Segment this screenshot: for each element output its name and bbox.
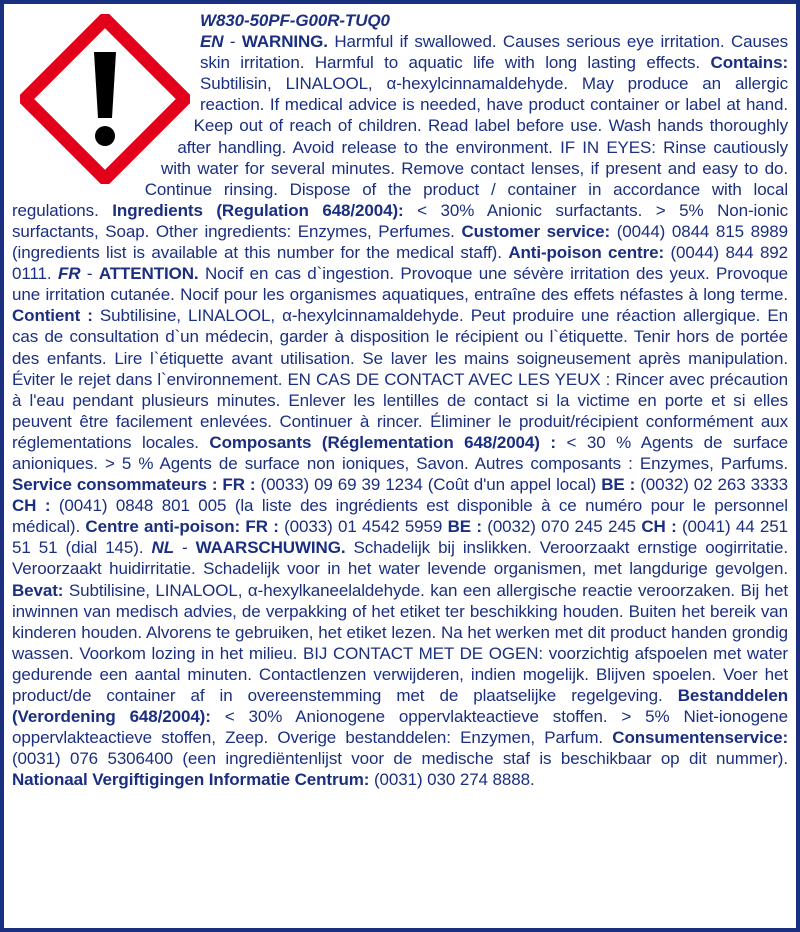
customer-service-label-fr: Service consommateurs : FR : (12, 475, 256, 495)
contains-text-nl: Subtilisine, LINALOOL, α-hexylkaneelaldehyde. kan een allergische reactie veroorzaken. Bij het inwinnen van medisch advies, de verpakking of het etiket ter beschikking houden. Buiten het bereik van kinderen houden. Alvorens te gebruiken, het etiket lezen. Na het werken met dit product handen grondig wassen. Voorkom lozing in het milieu. BIJ CONTACT MET DE OGEN: voorzichtig afspoelen met water gedurende een aantal minuten. Contactlenzen verwijderen, indien mogelijk. Blijven spoelen. Voer het product/de container af in overeenstemming met de plaatselijke regelgeving. (12, 580, 789, 705)
customer-service-fr-text: (0033) 09 69 39 1234 (Coût d'un appel local) (260, 475, 597, 495)
hazard-text-fr: Nocif en cas d`ingestion. Provoque une sévère irritation des yeux. Provoque une irritation cutanée. Nocif pour les organismes aquatiques, entraîne des effets néfastes à long terme. (12, 264, 789, 305)
contains-text-fr: Subtilisine, LINALOOL, α-hexylcinnamaldehyde. Peut produire une réaction allergique. En cas de consultation d`un médecin, garder à disposition le récipient ou l`étiquette. Tenir hors de portée des enfants. Lire l`étiquette avant utilisation. Se laver les mains soigneusement après manipulation. Éviter le rejet dans l`environnement. EN CAS DE CONTACT AVEC LES YEUX : Rincer avec précaution à l'eau pendant plusieurs minutes. Enlever les lentilles de contact si la victime en porte et si elles peuvent être facilement enlevées. Continuer à rincer. Éliminer le produit/récipient conformément aux réglementations locales. (12, 306, 789, 452)
contains-label-fr: Contient : (12, 306, 93, 326)
anti-poison-label-en: Anti-poison centre: (508, 243, 665, 263)
warning-label-nl: WAARSCHUWING. (195, 538, 346, 558)
lang-code-en: EN (200, 32, 224, 52)
anti-poison-be-text: (0032) 070 245 245 (487, 517, 637, 537)
ingredients-text-nl: < 30% Anionogene oppervlakteactieve stoffen. > 5% Niet-ionogene oppervlakteactieve stoffen, Zeep. Overige bestanddelen: Enzymen, Parfum. (12, 707, 788, 748)
anti-poison-label-fr: Centre anti-poison: FR : (85, 517, 279, 537)
lang-code-fr: FR (57, 264, 81, 284)
label-text: EN - WARNING. Harmful if swallowed. Causes serious eye irritation. Causes skin irritation. Harmful to aquatic life with long lasting effects. Contains: Subtilisin, LINALOOL, α-hexylcinnamaldehyde. May produce an allergic reaction. If medical advice is needed, have product container or label at hand. Keep out of reach of children. Read label before use. Wash hands thoroughly after handling. Avoid release to the environment. IF IN EYES: Rinse cautiously with water for several minutes. Remove contact lenses, if present and easy to do. Continue rinsing. Dispose of the product / container in accordance with local regulations. Ingredients (Regulation 648/2004): < 30% Anionic surfactants. > 5% Non-ionic surfactants, Soap. Other ingredients: Enzymes, Perfumes. Customer service: (0044) 0844 815 8989 (ingredients list is available at this number for the medical staff). Anti-poison centre: (0044) 844 892 0111. FR - ATTENTION. Nocif en cas d`ingestion. Provoque une sévère irritation des yeux. Provoque une irritation cutanée. Nocif pour les organismes aquatiques, entraîne des effets néfastes à long terme. Contient : Subtilisine, LINALOOL, α-hexylcinnamaldehyde. Peut produire une réaction allergique. En cas de consultation d`un médecin, garder à disposition le récipient ou l`étiquette. Tenir hors de portée des enfants. Lire l`étiquette avant utilisation. Se laver les mains soigneusement après manipulation. Éviter le rejet dans l`environnement. EN CAS DE CONTACT AVEC LES YEUX : Rincer avec précaution à l'eau pendant plusieurs minutes. Enlever les lentilles de contact si la victime en porte et si elles peuvent être facilement enlevées. Continuer à rincer. Éliminer le produit/récipient conformément aux réglementations locales. Composants (Réglementation 648/2004) : < 30 % Agents de surface anioniques. > 5 % Agents de surface non ioniques, Savon. Autres composants : Enzymes, Parfums. Service consommateurs : FR : (0033) 09 69 39 1234 (Coût d'un appel local) BE : (0032) 02 263 3333 CH : (0041) 0848 801 005 (la liste des ingrédients est disponible à ce numéro pour le personnel médical). Centre anti-poison: FR : (0033) 01 4542 5959 BE : (0032) 070 245 245 CH : (0041) 44 251 51 51 (dial 145). NL - WAARSCHUWING. Schadelijk bij inslikken. Veroorzaakt ernstige oogirritatie. Veroorzaakt huidirritatie. Schadelijk voor in het water levende organismen, met langdurige gevolgen. Bevat: Subtilisine, LINALOOL, α-hexylkaneelaldehyde. kan een allergische reactie veroorzaken. Bij het inwinnen van medisch advies, de verpakking of het etiket ter beschikking houden. Buiten het bereik van kinderen houden. Alvorens te gebruiken, het etiket lezen. Na het werken met dit product handen grondig wassen. Voorkom lozing in het milieu. BIJ CONTACT MET DE OGEN: voorzichtig afspoelen met water gedurende een aantal minuten. Contactlenzen verwijderen, indien mogelijk. Blijven spoelen. Voer het product/de container af in overeenstemming met de plaatselijke regelgeving. Bestanddelen (Verordening 648/2004): < 30% Anionogene oppervlakteactieve stoffen. > 5% Niet-ionogene oppervlakteactieve stoffen, Zeep. Overige bestanddelen: Enzymen, Parfum. Consumentenservice: (0031) 076 5306400 (een ingrediëntenlijst voor de medische staf is beschikbaar op dit nummer). Nationaal Vergiftigingen Informatie Centrum: (0031) 030 274 8888. (12, 32, 789, 790)
product-code: W830-50PF-G00R-TUQ0 (200, 11, 390, 30)
lang-code-nl: NL (151, 538, 174, 558)
contains-label-en: Contains: (710, 53, 788, 73)
anti-poison-fr-text: (0033) 01 4542 5959 (284, 517, 443, 537)
contains-text-en: Subtilisin, LINALOOL, α-hexylcinnamaldehyde. May produce an allergic reaction. If medical advice is needed, have product container or label at hand. Keep out of reach of children. Read label before use. Wash hands thoroughly after handling. Avoid release to the environment. IF IN EYES: Rinse cautiously with water for several minutes. Remove contact lenses, if present and easy to do. Continue rinsing. Dispose of the product / container in accordance with local regulations. (12, 74, 788, 220)
contains-label-nl: Bevat: (12, 580, 64, 600)
customer-service-label-en: Customer service: (461, 221, 611, 241)
customer-service-ch-label: CH : (12, 496, 51, 516)
warning-label-en: WARNING. (241, 32, 328, 52)
ingredients-label-fr: Composants (Réglementation 648/2004) : (209, 432, 556, 452)
ingredients-text-en: < 30% Anionic surfactants. > 5% Non-ionic surfactants, Soap. Other ingredients: Enzymes, Perfumes. (12, 200, 789, 241)
anti-poison-text-en: (0044) 844 892 0111. (12, 243, 789, 284)
customer-service-text-nl: (0031) 076 5306400 (een ingrediëntenlijst voor de medische staf is beschikbaar op dit nummer). (12, 749, 788, 769)
anti-poison-text-nl: (0031) 030 274 8888. (373, 770, 535, 790)
ingredients-label-en: Ingredients (Regulation 648/2004): (112, 200, 404, 220)
anti-poison-be-label: BE : (447, 517, 482, 537)
anti-poison-label-nl: Nationaal Vergiftigingen Informatie Centrum: (12, 770, 370, 790)
ingredients-text-fr: < 30 % Agents de surface anioniques. > 5 % Agents de surface non ioniques, Savon. Autres composants : Enzymes, Parfums. (12, 432, 788, 473)
hazard-text-nl: Schadelijk bij inslikken. Veroorzaakt ernstige oogirritatie. Veroorzaakt huidirritatie. Schadelijk voor in het water levende organismen, met langdurige gevolgen. (12, 538, 789, 579)
anti-poison-ch-label: CH : (641, 517, 677, 537)
anti-poison-ch-text: (0041) 44 251 51 51 (dial 145). (12, 517, 788, 558)
customer-service-be-label: BE : (601, 475, 636, 495)
label-text-block (12, 10, 788, 790)
customer-service-ch-text: (0041) 0848 801 005 (la liste des ingrédients est disponible à ce numéro pour le personnel médical). (12, 496, 788, 537)
customer-service-text-en: (0044) 0844 815 8989 (ingredients list is available at this number for the medical staff). (12, 221, 789, 263)
customer-service-label-nl: Consumentenservice: (612, 728, 789, 748)
hazard-text-en: Harmful if swallowed. Causes serious eye irritation. Causes skin irritation. Harmful to aquatic life with long lasting effects. (200, 32, 789, 73)
customer-service-be-text: (0032) 02 263 3333 (640, 475, 789, 495)
warning-label-fr: ATTENTION. (98, 264, 199, 284)
ingredients-label-nl: Bestanddelen (Verordening 648/2004): (12, 686, 788, 727)
